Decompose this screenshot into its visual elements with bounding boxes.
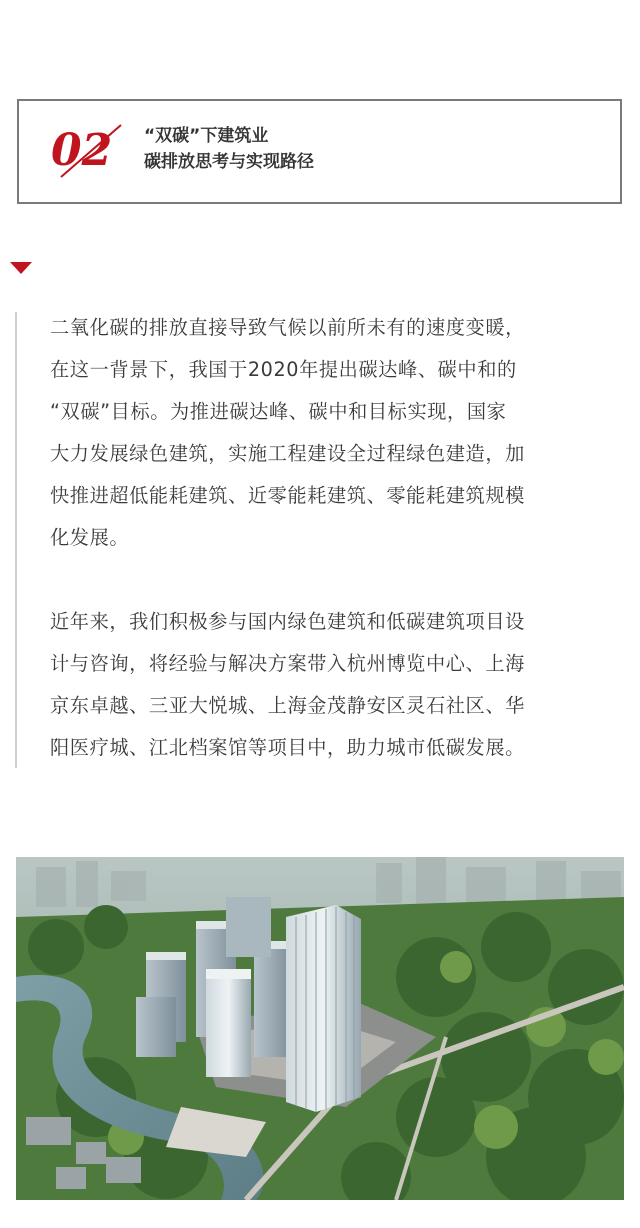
aerial-illustration <box>16 857 624 1200</box>
section-header-box <box>17 99 622 204</box>
paragraph-line: “双碳”目标。为推进碳达峰、碳中和目标实现，国家 <box>50 400 507 423</box>
paragraph-line: 阳医疗城、江北档案馆等项目中，助力城市低碳发展。 <box>50 736 525 759</box>
section-title-line2: 碳排放思考与实现路径 <box>144 152 314 172</box>
section-number-text: 02 <box>51 125 113 176</box>
section-title <box>144 123 314 175</box>
paragraph-2 <box>50 601 630 769</box>
paragraph-line: 快推进超低能耗建筑、近零能耗建筑、零能耗建筑规模 <box>50 484 525 507</box>
project-aerial-image <box>16 857 624 1200</box>
section-marker-triangle <box>10 262 32 274</box>
paragraph-line: 大力发展绿色建筑，实施工程建设全过程绿色建造，加 <box>50 442 525 465</box>
paragraph-gap <box>50 559 630 601</box>
paragraph-line: 京东卓越、三亚大悦城、上海金茂静安区灵石社区、华 <box>50 694 525 717</box>
paragraph-rule <box>15 312 17 768</box>
paragraph-line: 计与咨询，将经验与解决方案带入杭州博览中心、上海 <box>50 652 525 675</box>
section-title-line1: “双碳”下建筑业 <box>144 126 269 146</box>
paragraph-line: 在这一背景下，我国于2020年提出碳达峰、碳中和的 <box>50 358 517 381</box>
section-number-graphic <box>49 119 139 183</box>
paragraph-line: 近年来，我们积极参与国内绿色建筑和低碳建筑项目设 <box>50 610 525 633</box>
main-tower <box>286 905 361 1112</box>
paragraph-1 <box>50 307 630 559</box>
article-body <box>50 307 630 769</box>
paragraph-line: 二氧化碳的排放直接导致气候以前所未有的速度变暖， <box>50 316 525 339</box>
paragraph-line: 化发展。 <box>50 526 130 549</box>
section-number <box>49 119 139 183</box>
